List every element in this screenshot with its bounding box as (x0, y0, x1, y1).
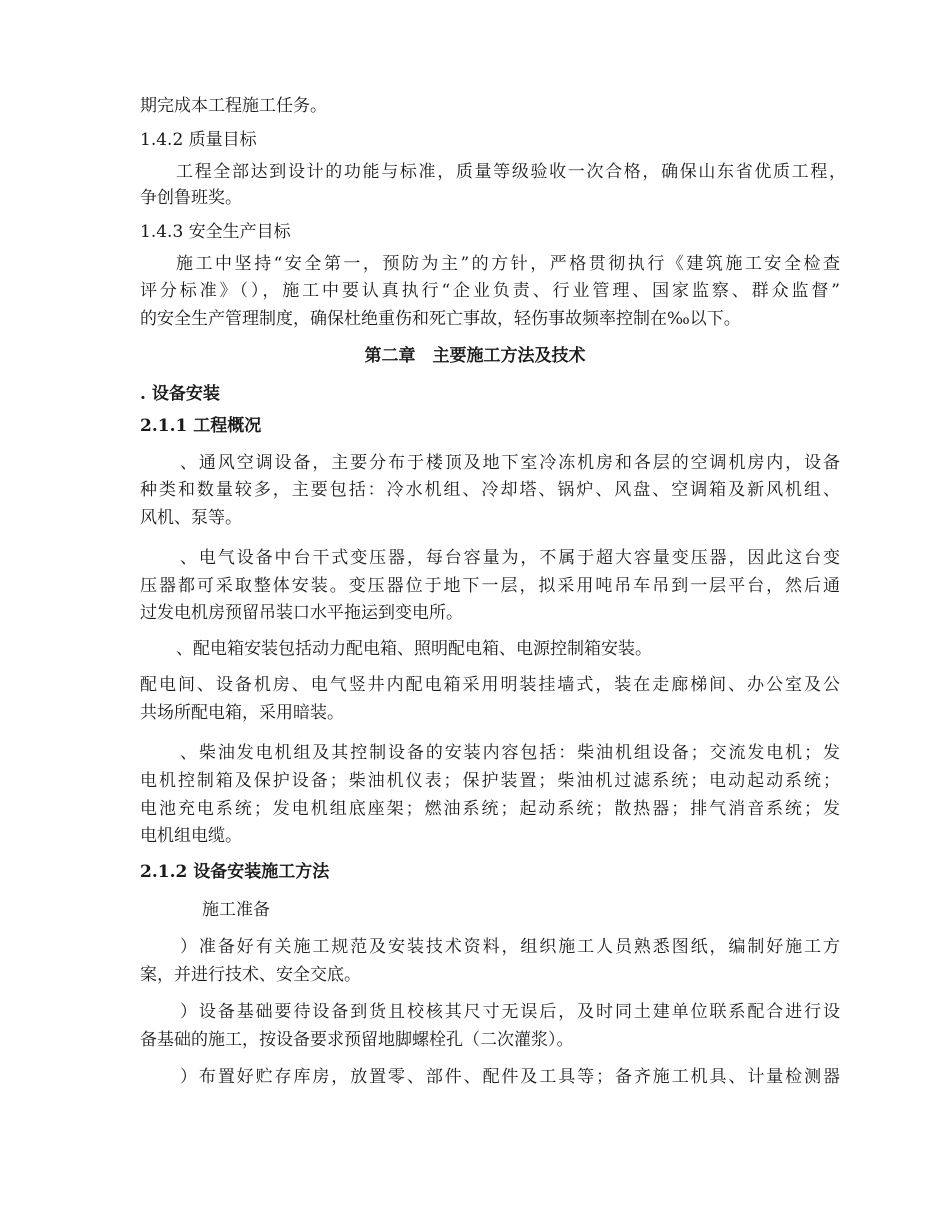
section-heading-equipment: . 设备安装 (140, 384, 220, 404)
paragraph-line: 案，并进行技术、安全交底。 (140, 965, 361, 985)
paragraph-line: 电池充电系统；发电机组底座架；燃油系统；起动系统；散热器；排气消音系统；发 (140, 799, 840, 819)
paragraph-line: 电机控制箱及保护设备；柴油机仪表；保护装置；柴油机过滤系统；电动起动系统； (140, 771, 840, 791)
paragraph-line: 配电间、设备机房、电气竖井内配电箱采用明装挂墙式，装在走廊梯间、办公室及公 (140, 675, 840, 695)
chapter-title: 第二章 主要施工方法及技术 (364, 346, 586, 366)
paragraph-line: ）设备基础要待设备到货且校核其尺寸无误后，及时同土建单位联系配合进行设 (180, 1002, 840, 1022)
paragraph-line: 种类和数量较多，主要包括：冷水机组、冷却塔、锅炉、风盘、空调箱及新风机组、 (140, 480, 840, 500)
paragraph-line: 争创鲁班奖。 (140, 188, 242, 208)
paragraph-line: 电机组电缆。 (140, 826, 242, 846)
paragraph-line: ）布置好贮存库房，放置零、部件、配件及工具等；备齐施工机具、计量检测器 (180, 1067, 840, 1087)
paragraph-line: 的安全生产管理制度，确保杜绝重伤和死亡事故，轻伤事故频率控制在‰以下。 (140, 309, 741, 329)
paragraph-line: 、电气设备中台干式变压器，每台容量为，不属于超大容量变压器，因此这台变 (180, 548, 840, 568)
paragraph-line: 、通风空调设备，主要分布于楼顶及地下室冷冻机房和各层的空调机房内，设备 (180, 453, 840, 473)
paragraph-line: 过发电机房预留吊装口水平拖运到变电所。 (140, 603, 463, 623)
paragraph-line: 共场所配电箱，采用暗装。 (140, 703, 344, 723)
subsection-heading: 施工准备 (202, 900, 270, 920)
section-heading-1-4-2: 1.4.2 质量目标 (140, 130, 257, 150)
paragraph-line: 风机、泵等。 (140, 508, 242, 528)
section-heading-1-4-3: 1.4.3 安全生产目标 (140, 222, 291, 242)
paragraph-line: 工程全部达到设计的功能与标准，质量等级验收一次合格，确保山东省优质工程， (176, 162, 846, 182)
paragraph-line: 评分标准》（），施工中要认真执行“企业负责、行业管理、国家监察、群众监督” (140, 281, 840, 301)
paragraph-line: 备基础的施工，按设备要求预留地脚螺栓孔（二次灌浆）。 (140, 1030, 574, 1050)
paragraph-line: ）准备好有关施工规范及安装技术资料，组织施工人员熟悉图纸，编制好施工方 (180, 937, 840, 957)
paragraph-line: 、配电箱安装包括动力配电箱、照明配电箱、电源控制箱安装。 (176, 639, 652, 659)
paragraph-line: 施工中坚持“安全第一，预防为主”的方针，严格贯彻执行《建筑施工安全检查 (176, 254, 840, 274)
section-heading-2-1-2: 2.1.2 设备安装施工方法 (140, 862, 330, 882)
paragraph-line: 、柴油发电机组及其控制设备的安装内容包括：柴油机组设备；交流发电机；发 (180, 743, 840, 763)
paragraph-line: 压器都可采取整体安装。变压器位于地下一层，拟采用吨吊车吊到一层平台，然后通 (140, 576, 840, 596)
paragraph-line: 期完成本工程施工任务。 (140, 96, 327, 116)
section-heading-2-1-1: 2.1.1 工程概况 (140, 416, 262, 436)
